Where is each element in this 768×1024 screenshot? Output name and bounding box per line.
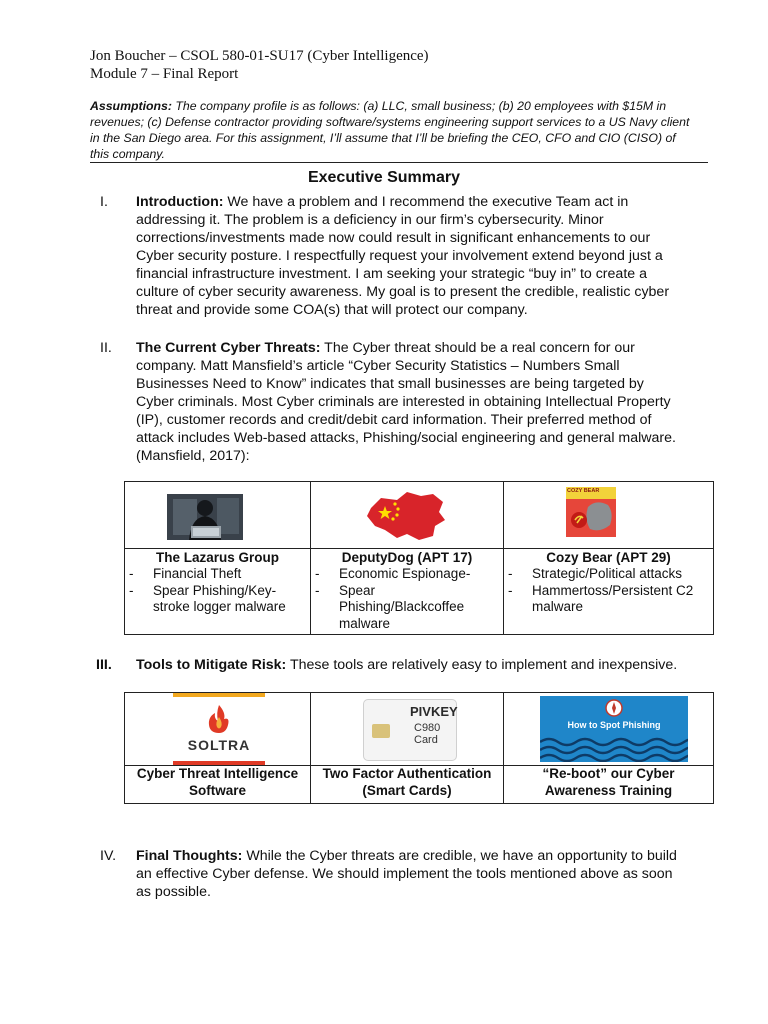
section-label: Final Thoughts: <box>136 848 243 864</box>
section-label: The Current Cyber Threats: <box>136 340 321 356</box>
threat-list <box>311 566 503 634</box>
flame-icon <box>206 705 232 733</box>
tool-caption: Cyber Threat Intelligence Software <box>136 766 299 798</box>
section-introduction <box>136 193 684 319</box>
section-text: The Cyber threat should be a real concern for our company. Matt Mansfield’s article “Cyber Security Statistics – Numbers Small Businesses Need to Know” indicates that small businesses are being targeted by Cyber criminals. Most Cyber criminals are interested in obtaining Intellectual Property (IP), customer records and credit/debit card information. Their preferred method of attack includes Web-based attacks, Phishing/social engineering and general malware. (Mansfield, 2017): <box>136 340 676 464</box>
tool-caption: “Re-boot” our Cyber Awareness Training <box>542 766 675 798</box>
pivkey-card-model: C980 Card <box>414 722 441 746</box>
tool-image-cell <box>504 693 714 766</box>
assumptions-paragraph <box>90 98 690 162</box>
threat-image-cell <box>504 482 714 549</box>
threat-item: - Spear Phishing/Blackcoffee malware <box>311 583 503 633</box>
threat-list <box>504 566 713 618</box>
section-text: We have a problem and I recommend the executive Team act in addressing it. The problem is a deficiency in our firm’s cybersecurity. Minor corrections/investments made now could result in significant enhancements to our Cyber security posture. I respectfully request your involvement extend beyond just a financial infrastructure investment. I am seeking your strategic “buy in” to create a culture of cyber security awareness. My goal is to present the credible, realistic cyber threat and provide some COA(s) that will protect our company. <box>136 194 670 318</box>
section-text: These tools are relatively easy to implement and inexpensive. <box>286 657 678 673</box>
section-number-1: I. <box>100 194 108 210</box>
section-label: Introduction: <box>136 194 224 210</box>
compass-icon <box>605 699 623 717</box>
soltra-logo <box>173 693 265 765</box>
tool-image-cell <box>311 693 504 766</box>
hacker-image <box>167 494 243 540</box>
tool-cell <box>311 766 504 804</box>
threat-name: The Lazarus Group <box>155 550 280 565</box>
threat-image-cell <box>125 482 311 549</box>
section-text: While the Cyber threats are credible, we have an opportunity to build an effective Cyber defense. We should implement the tools mentioned above as soon as possible. <box>136 848 677 900</box>
threat-cell-deputydog <box>311 549 504 635</box>
page-title: Executive Summary <box>307 169 461 186</box>
card-chip-icon <box>372 724 390 738</box>
threat-image-cell <box>311 482 504 549</box>
section-number-2: II. <box>100 340 112 356</box>
mitigation-tools-table <box>124 692 714 804</box>
section-number-3: III. <box>96 657 112 673</box>
threat-actors-table <box>124 481 714 635</box>
phishing-title: How to Spot Phishing <box>567 720 661 730</box>
smart-card-image <box>363 699 457 761</box>
section-final-thoughts <box>136 847 684 901</box>
china-map-flag-image <box>363 490 449 542</box>
assumptions-text: The company profile is as follows: (a) LLC, small business; (b) 20 employees with $15M in revenues; (c) Defense contractor providing software/systems engineering support services to a US Navy client in the San Diego area. For this assignment, I’ll assume that I’ll be briefing the CEO, CFO and CIO (CISO) of this company. <box>90 99 690 161</box>
assumptions-label: Assumptions: <box>90 99 172 113</box>
threat-name: DeputyDog (APT 17) <box>341 550 473 565</box>
pivkey-logo-text: PIVKEY <box>410 704 458 719</box>
threat-cell-cozybear <box>504 549 714 635</box>
section-number-4: IV. <box>100 848 117 864</box>
header-divider <box>90 162 708 163</box>
threat-list <box>125 566 310 618</box>
waves-icon <box>540 736 688 762</box>
threat-item: - Strategic/Political attacks <box>504 566 713 583</box>
threat-item: - Spear Phishing/Key-stroke logger malware <box>125 583 310 616</box>
section-label: Tools to Mitigate Risk: <box>136 657 287 673</box>
header-course-line: Jon Boucher – CSOL 580-01-SU17 (Cyber Intelligence) <box>90 48 429 64</box>
threat-cell-lazarus <box>125 549 311 635</box>
header-module-line: Module 7 – Final Report <box>90 66 239 82</box>
tool-image-cell <box>125 693 311 766</box>
threat-item: - Financial Theft <box>125 566 310 583</box>
tool-cell <box>125 766 311 804</box>
threat-item: - Hammertoss/Persistent C2 malware <box>504 583 713 616</box>
threat-name: Cozy Bear (APT 29) <box>546 550 671 565</box>
cozy-bear-image <box>566 487 616 537</box>
phishing-training-image <box>540 696 688 762</box>
section-current-threats <box>136 339 684 465</box>
section-tools <box>136 656 684 674</box>
tool-cell <box>504 766 714 804</box>
threat-item: - Economic Espionage- <box>311 566 503 583</box>
cozy-bear-label: COZY BEAR <box>567 488 600 494</box>
tool-caption: Two Factor Authentication (Smart Cards) <box>322 766 492 798</box>
soltra-logo-text: SOLTRA <box>187 737 251 753</box>
